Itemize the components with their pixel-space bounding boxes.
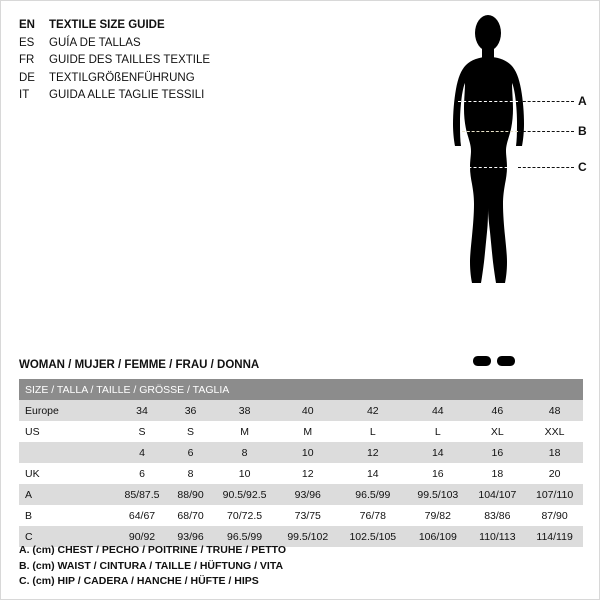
cell: 96.5/99: [212, 526, 277, 547]
language-title: GUIDA ALLE TAGLIE TESSILI: [49, 89, 205, 101]
cell: M: [212, 421, 277, 442]
measurement-notes: [19, 543, 286, 590]
cell: 110/113: [469, 526, 527, 547]
cell: 46: [469, 400, 527, 421]
cell: 20: [526, 463, 583, 484]
cell: 90.5/92.5: [212, 484, 277, 505]
cell: 90/92: [115, 526, 169, 547]
cell: 88/90: [169, 484, 212, 505]
cell: 18: [469, 463, 527, 484]
cell: 83/86: [469, 505, 527, 526]
cell: 4: [115, 442, 169, 463]
cell: XL: [469, 421, 527, 442]
cell: 36: [169, 400, 212, 421]
cell: 73/75: [277, 505, 338, 526]
cell: 64/67: [115, 505, 169, 526]
waist-line-inner: [462, 131, 518, 132]
section-title: WOMAN / MUJER / FEMME / FRAU / DONNA: [19, 359, 260, 371]
row-label: C: [19, 526, 115, 547]
cell: 16: [407, 463, 468, 484]
cell: 44: [407, 400, 468, 421]
language-title: TEXTILE SIZE GUIDE: [49, 19, 165, 31]
language-code: EN: [19, 19, 35, 31]
cell: 114/119: [526, 526, 583, 547]
body-figure: [416, 9, 591, 369]
cell: 6: [115, 463, 169, 484]
cell: 107/110: [526, 484, 583, 505]
language-title: TEXTILGRÖßENFÜHRUNG: [49, 71, 195, 84]
table-row: [19, 400, 583, 421]
row-label: B: [19, 505, 115, 526]
table-row: [19, 505, 583, 526]
cell: M: [277, 421, 338, 442]
note-hip: C. (cm) HIP / CADERA / HANCHE / HÜFTE / HIPS: [19, 575, 259, 587]
cell: 16: [469, 442, 527, 463]
language-list: [19, 17, 210, 105]
cell: 68/70: [169, 505, 212, 526]
hip-label: C: [578, 160, 587, 174]
hip-line-outer: [518, 167, 574, 168]
cell: 38: [212, 400, 277, 421]
language-title: GUÍA DE TALLAS: [49, 36, 141, 49]
waist-line-outer: [518, 131, 574, 132]
table-row: [19, 421, 583, 442]
language-code: DE: [19, 71, 35, 84]
language-code: ES: [19, 36, 35, 49]
cell: S: [169, 421, 212, 442]
cell: 106/109: [407, 526, 468, 547]
row-label: A: [19, 484, 115, 505]
table-row: [19, 484, 583, 505]
note-waist: B. (cm) WAIST / CINTURA / TAILLE / HÜFTUNG / VITA: [19, 559, 284, 572]
cell: 14: [338, 463, 407, 484]
language-code: IT: [19, 89, 30, 101]
cell: 99.5/103: [407, 484, 468, 505]
table-row: [19, 442, 583, 463]
cell: XXL: [526, 421, 583, 442]
cell: 40: [277, 400, 338, 421]
cell: 42: [338, 400, 407, 421]
language-row: [19, 17, 210, 35]
cell: 70/72.5: [212, 505, 277, 526]
row-label: Europe: [19, 400, 115, 421]
woman-silhouette-icon: [416, 9, 591, 369]
chest-line-outer: [518, 101, 574, 102]
cell: 12: [277, 463, 338, 484]
cell: 6: [169, 442, 212, 463]
cell: 14: [407, 442, 468, 463]
waist-label: B: [578, 124, 587, 138]
cell: 8: [212, 442, 277, 463]
chest-label: A: [578, 94, 587, 108]
chest-line-inner: [458, 101, 518, 102]
cell: 18: [526, 442, 583, 463]
cell: 8: [169, 463, 212, 484]
size-table: [19, 379, 583, 547]
cell: 93/96: [169, 526, 212, 547]
table-header-row: [19, 379, 583, 400]
cell: 76/78: [338, 505, 407, 526]
cell: L: [338, 421, 407, 442]
cell: S: [115, 421, 169, 442]
cell: 12: [338, 442, 407, 463]
language-code: FR: [19, 54, 35, 66]
note-chest: A. (cm) CHEST / PECHO / POITRINE / TRUHE / PETTO: [19, 544, 287, 556]
cell: 10: [212, 463, 277, 484]
language-row: [19, 52, 210, 70]
language-row: [19, 70, 210, 88]
table-row: [19, 463, 583, 484]
cell: 79/82: [407, 505, 468, 526]
cell: 96.5/99: [338, 484, 407, 505]
cell: 93/96: [277, 484, 338, 505]
language-row: [19, 35, 210, 53]
hip-line-inner: [458, 167, 518, 168]
cell: 102.5/105: [338, 526, 407, 547]
row-label: US: [19, 421, 115, 442]
row-label: UK: [19, 463, 115, 484]
cell: 10: [277, 442, 338, 463]
cell: 48: [526, 400, 583, 421]
table-header-label: SIZE / TALLA / TAILLE / GRÖSSE / TAGLIA: [19, 379, 583, 400]
cell: 85/87.5: [115, 484, 169, 505]
cell: L: [407, 421, 468, 442]
cell: 99.5/102: [277, 526, 338, 547]
cell: 104/107: [469, 484, 527, 505]
language-title: GUIDE DES TAILLES TEXTILE: [49, 54, 211, 66]
language-row: [19, 87, 210, 105]
cell: 87/90: [526, 505, 583, 526]
row-label: [19, 442, 115, 463]
cell: 34: [115, 400, 169, 421]
